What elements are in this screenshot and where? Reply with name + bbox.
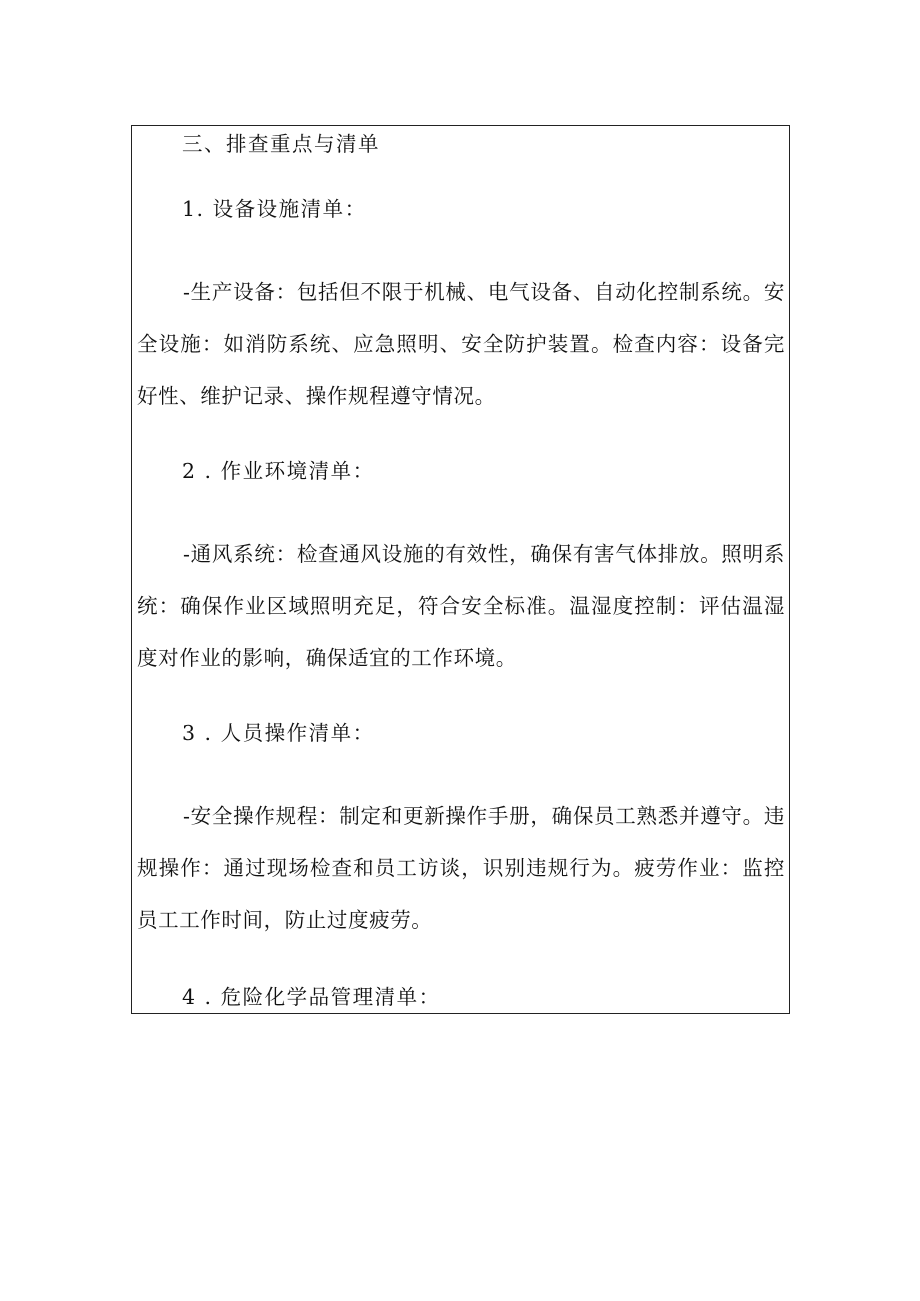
item-body-personnel: -安全操作规程：制定和更新操作手册，确保员工熟悉并遵守。违规操作：通过现场检查和员工访谈，识别违规行为。疲劳作业：监控员工工作时间，防止过度疲劳。 — [137, 804, 785, 932]
item-body-equipment: -生产设备：包括但不限于机械、电气设备、自动化控制系统。安全设施：如消防系统、应急照明、安全防护装置。检查内容：设备完好性、维护记录、操作规程遵守情况。 — [137, 280, 785, 408]
item-heading-personnel: 3 . 人员操作清单： — [182, 721, 375, 745]
item-heading-equipment: 1. 设备设施清单： — [182, 197, 367, 221]
item-body-environment: -通风系统：检查通风设施的有效性，确保有害气体排放。照明系统：确保作业区域照明充足，符合安全标准。温湿度控制：评估温湿度对作业的影响，确保适宜的工作环境。 — [137, 542, 785, 670]
document-frame — [131, 125, 790, 1014]
item-heading-chemicals: 4 . 危险化学品管理清单： — [182, 985, 441, 1009]
section-heading: 三、排查重点与清单 — [182, 132, 380, 156]
item-heading-environment: 2 . 作业环境清单： — [182, 459, 375, 483]
